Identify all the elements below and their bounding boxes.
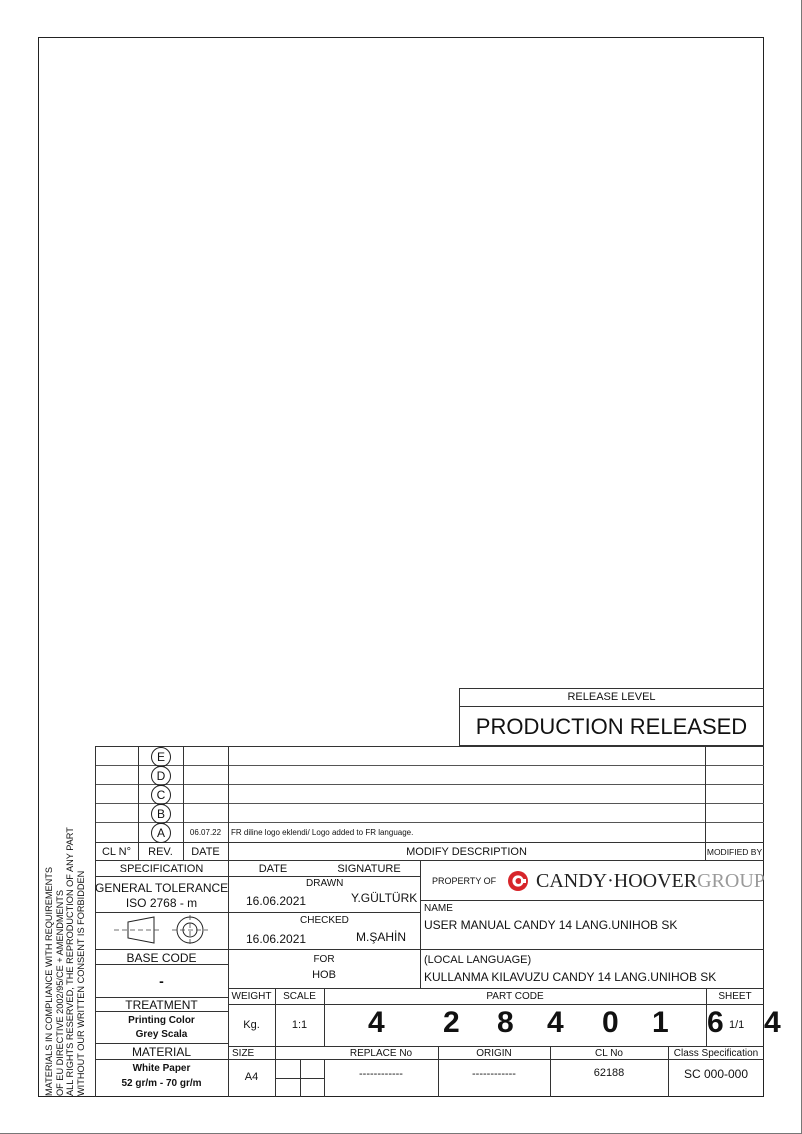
drawn-label: DRAWN (306, 878, 344, 889)
brand-main: CANDY·HOOVER (536, 870, 698, 892)
sheet-value: 1/1 (729, 1019, 745, 1031)
rev-e-circle (151, 747, 171, 767)
side-compliance-note (44, 827, 86, 1096)
treatment-label: TREATMENT (125, 998, 198, 1012)
local-language-value: KULLANMA KILAVUZU CANDY 14 LANG.UNIHOB SK (424, 970, 717, 984)
for-value: HOB (312, 969, 336, 981)
name-value: USER MANUAL CANDY 14 LANG.UNIHOB SK (424, 918, 678, 932)
material-label: MATERIAL (131, 1045, 192, 1059)
base-code-label: BASE CODE (126, 951, 197, 965)
rev-header: REV. (148, 846, 173, 858)
modify-description-header: MODIFY DESCRIPTION (406, 846, 527, 858)
class-spec-label: Class Specification (673, 1048, 759, 1059)
origin-label: ORIGIN (476, 1048, 512, 1059)
general-tolerance-value: ISO 2768 - m (125, 896, 198, 910)
date-label: DATE (258, 863, 288, 875)
checked-by: M.ŞAHİN (356, 930, 407, 944)
general-tolerance-label: GENERAL TOLERANCE (95, 881, 229, 895)
projection-symbol-icon (110, 914, 215, 948)
rev-c-circle (151, 785, 171, 805)
rev-letter: D (156, 769, 166, 783)
rev-b-circle (151, 804, 171, 824)
drawn-date: 16.06.2021 (246, 894, 307, 908)
material-line1: White Paper (132, 1063, 191, 1074)
side-note-line: MATERIALS IN COMPLIANCE WITH REQUIREMENTS (44, 866, 54, 1096)
scale-label: SCALE (283, 991, 316, 1002)
candy-logo-icon (507, 870, 529, 892)
scale-value: 1:1 (291, 1019, 308, 1031)
modified-by-header: MODIFIED BY (706, 847, 763, 857)
size-value: A4 (244, 1071, 259, 1083)
rev-a-description: FR diline logo eklendi/ Logo added to FR language. (231, 828, 414, 837)
rev-letter: E (156, 750, 165, 764)
part-code-digit: 6 (707, 1006, 724, 1039)
side-note-line: WITHOUT OUR WRITTEN CONSENT IS FORBIDDEN (75, 870, 86, 1096)
rev-a-date: 06.07.22 (189, 828, 222, 837)
for-label: FOR (313, 954, 335, 965)
weight-label: WEIGHT (231, 991, 272, 1002)
cl-no-value: 62188 (593, 1067, 625, 1079)
specification-label: SPECIFICATION (119, 863, 204, 875)
replace-value: ------------ (359, 1068, 403, 1080)
brand-group: GROUP (697, 870, 765, 892)
part-code-digit: 4 (547, 1006, 564, 1039)
rev-letter: A (156, 826, 165, 840)
size-label: SIZE (232, 1048, 255, 1059)
part-code-digit: 0 (602, 1006, 619, 1039)
treatment-line2: Grey Scala (135, 1029, 188, 1040)
rev-letter: B (156, 807, 165, 821)
checked-label: CHECKED (300, 915, 349, 926)
cl-no-label: CL No (595, 1048, 623, 1059)
checked-date: 16.06.2021 (246, 932, 307, 946)
drawn-by: Y.GÜLTÜRK (351, 891, 418, 905)
part-code-label: PART CODE (486, 991, 544, 1002)
class-spec-value: SC 000-000 (683, 1067, 749, 1081)
origin-value: ------------ (472, 1068, 516, 1080)
cl-no-header: CL N° (101, 846, 132, 858)
rev-d-circle (151, 766, 171, 786)
replace-label: REPLACE No (349, 1048, 413, 1059)
local-language-label: (LOCAL LANGUAGE) (424, 954, 532, 966)
part-code-digit: 1 (652, 1006, 669, 1039)
name-label: NAME (424, 903, 453, 914)
signature-label: SIGNATURE (337, 863, 401, 875)
side-note-line: OF EU DIRECTIVE 2002/95/CE + AMENDMENTS (54, 889, 65, 1096)
part-code-digit: 2 (443, 1006, 460, 1039)
rev-a-circle (151, 823, 171, 843)
property-of-label: PROPERTY OF (432, 876, 497, 886)
base-code-value: - (159, 973, 164, 989)
side-note-line: ALL RIGHTS RESERVED, THE REPRODUCTION OF ANY PART (65, 827, 75, 1096)
release-status: PRODUCTION RELEASED (475, 714, 748, 739)
part-code-digit: 4 (764, 1006, 781, 1039)
rev-letter: C (156, 788, 166, 802)
part-code-digit: 4 (368, 1006, 385, 1039)
material-line2: 52 gr/m - 70 gr/m (121, 1078, 202, 1089)
weight-value: Kg. (243, 1019, 260, 1031)
treatment-line1: Printing Color (128, 1015, 195, 1026)
release-level-label: RELEASE LEVEL (567, 691, 656, 703)
sheet-label: SHEET (718, 991, 752, 1002)
part-code-digit: 8 (497, 1006, 514, 1039)
brand-name (536, 871, 765, 891)
date-header: DATE (191, 846, 220, 858)
